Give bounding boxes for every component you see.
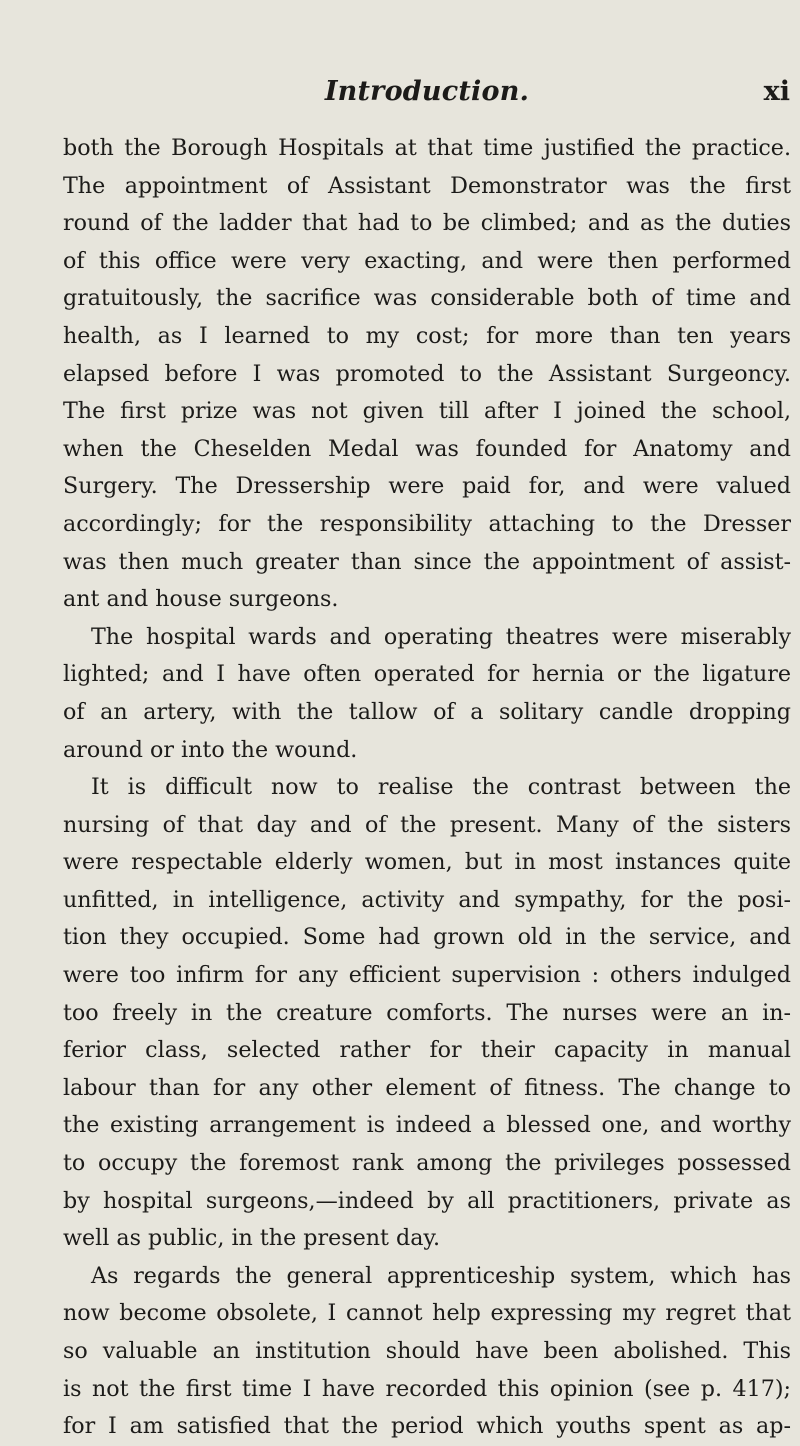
text-line: round of the ladder that had to be climbed; and as the duties	[63, 210, 791, 237]
text-line: were respectable elderly women, but in most instances quite	[63, 849, 791, 876]
text-line: was then much greater than since the appointment of assist-	[63, 548, 791, 575]
running-head	[64, 74, 790, 114]
text-line: The first prize was not given till after I joined the school,	[63, 398, 791, 425]
body-text	[63, 130, 791, 1446]
text-line: elapsed before I was promoted to the Assistant Surgeoncy.	[63, 360, 791, 387]
text-line: is not the first time I have recorded this opinion (see p. 417);	[63, 1375, 791, 1402]
text-line: accordingly; for the responsibility attaching to the Dresser	[63, 510, 791, 537]
text-line: labour than for any other element of fitness. The change to	[63, 1074, 791, 1101]
text-line: health, as I learned to my cost; for more than ten years	[63, 322, 791, 349]
text-line: now become obsolete, I cannot help expressing my regret that	[63, 1300, 791, 1327]
text-line: tion they occupied. Some had grown old in the service, and	[63, 924, 791, 951]
running-head-title: Introduction.	[324, 76, 530, 107]
text-line: gratuitously, the sacrifice was considerable both of time and	[63, 285, 791, 312]
text-line: of an artery, with the tallow of a solitary candle dropping	[63, 698, 791, 725]
text-line: for I am satisfied that the period which youths spent as ap-	[63, 1413, 791, 1440]
text-line: lighted; and I have often operated for hernia or the ligature	[63, 661, 791, 688]
text-line: unfitted, in intelligence, activity and sympathy, for the posi-	[63, 886, 791, 913]
text-line: to occupy the foremost rank among the privileges possessed	[63, 1150, 791, 1177]
text-line: were too infirm for any efficient supervision : others indulged	[63, 962, 791, 989]
page-number: xi	[763, 76, 790, 107]
text-line: The appointment of Assistant Demonstrator was the first	[63, 172, 791, 199]
text-line: ferior class, selected rather for their capacity in manual	[63, 1037, 791, 1064]
text-line: too freely in the creature comforts. The nurses were an in-	[63, 999, 791, 1026]
text-line: when the Cheselden Medal was founded for Anatomy and	[63, 435, 791, 462]
text-line: of this office were very exacting, and were then performed	[63, 247, 791, 274]
text-line: ant and house surgeons.	[63, 586, 339, 613]
text-line: It is difficult now to realise the contrast between the	[91, 774, 791, 801]
text-line: by hospital surgeons,—indeed by all practitioners, private as	[63, 1187, 791, 1214]
text-line: nursing of that day and of the present. Many of the sisters	[63, 811, 791, 838]
text-line: well as public, in the present day.	[63, 1225, 441, 1252]
text-line: around or into the wound.	[63, 736, 358, 763]
text-line: Surgery. The Dressership were paid for, and were valued	[63, 473, 791, 500]
text-line: both the Borough Hospitals at that time justified the practice.	[63, 135, 791, 161]
text-line: The hospital wards and operating theatres were miserably	[91, 623, 791, 650]
text-line: As regards the general apprenticeship system, which has	[91, 1262, 791, 1289]
text-line: the existing arrangement is indeed a blessed one, and worthy	[63, 1112, 791, 1139]
text-line: so valuable an institution should have been abolished. This	[63, 1338, 791, 1364]
